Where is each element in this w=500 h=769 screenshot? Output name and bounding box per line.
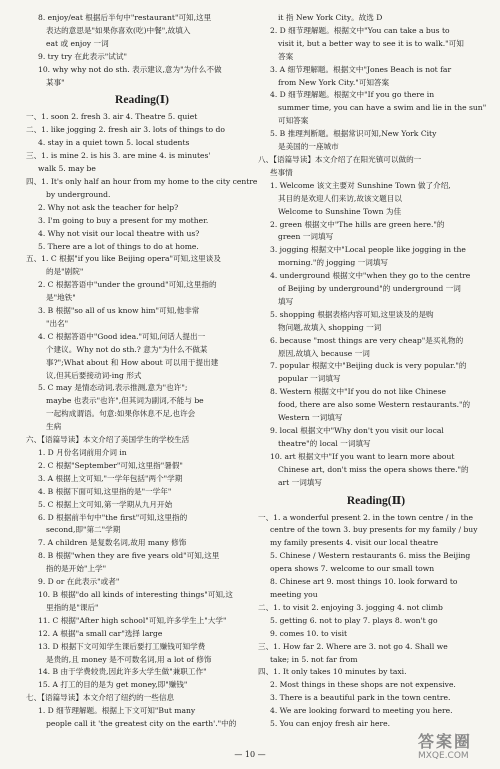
answer-line: 议,但其后要接动词-ing 形式 (46, 370, 142, 380)
answer-line: visit it, but a better way to see it is to walk."可知 (278, 38, 464, 48)
answer-line: 生病 (46, 422, 62, 432)
section-title-reading-1: Reading(Ⅰ) (115, 94, 169, 107)
answer-line: Welcome to Sunshine Town 为佳 (278, 206, 402, 216)
answer-line: 11. C 根据"After high school"可知,许多学生上"大学" (38, 615, 227, 625)
answer-line: 1. D 月份名词前用介词 in (38, 448, 127, 457)
answer-line: 5. You can enjoy fresh air here. (270, 719, 391, 729)
answer-line: 其目的是欢迎人们来访,故该文题目以 (278, 193, 402, 203)
answer-line: 5. shopping 根据表格内容可知,这里谈及的是购 (270, 309, 434, 319)
answer-line: popular 一词填写 (278, 374, 341, 384)
answer-line: people call it 'the greatest city on the earth'."中的 (46, 719, 237, 729)
answer-line: 5. Chinese / Western restaurants 6. miss the Beijing (270, 551, 471, 561)
answer-line: 一起构成谓语。句意:如果你休息不足,也许会 (46, 409, 196, 419)
answer-line: 五、1. C 根据"if you like Beijing opera"可知,这里谈及 (26, 254, 221, 264)
answer-line: 13. D 根据下文可知学生课后要打工赚钱可知学费 (38, 641, 206, 651)
left-column (26, 12, 258, 731)
answer-line: 是"地铁" (46, 293, 76, 303)
answer-line: eat 或 enjoy 一词 (46, 38, 109, 48)
left-block-4 (26, 692, 258, 731)
answer-line: 六、【语篇导读】本文介绍了美国学生的学校生活 (26, 435, 190, 445)
answer-line: summer time, you can have a swim and lie in the sun" (278, 103, 487, 113)
answer-line: second,即"第二"学期 (46, 525, 121, 535)
answer-line: 4. B 根据下面可知,这里指的是"一学年" (38, 486, 172, 496)
answer-line: 3. I'm going to buy a present for my mother. (38, 215, 209, 225)
answer-line: 3. jogging 根据文中"Local people like jogging in the (270, 245, 466, 255)
answer-line: 三、1. How far 2. Where are 3. not go 4. Shall we (258, 641, 448, 651)
answer-line: 1. Welcome 该文主要对 Sunshine Town 做了介绍, (270, 180, 451, 190)
answer-line: 表达的意思是"如果你喜欢(吃)中餐",故填入 (46, 25, 191, 35)
answer-line: 2. Why not ask the teacher for help? (38, 202, 179, 212)
answer-line: 8. enjoy/eat 根据后半句中"restaurant"可知,这里 (38, 13, 212, 22)
answer-line: centre of the town 3. buy presents for my family / buy (270, 525, 478, 535)
answer-line: 可知答案 (278, 116, 309, 126)
answer-line: 一、1. a wonderful present 2. in the town centre / in the (258, 512, 474, 522)
answer-line: 一、1. soon 2. fresh 3. air 4. Theatre 5. quiet (26, 112, 198, 122)
answer-line: Western 一词填写 (278, 413, 343, 423)
answer-line: 4. Why not visit our local theatre with us? (38, 228, 200, 238)
left-block-1 (26, 12, 258, 89)
right-block-1 (258, 12, 494, 490)
answer-line: my family presents 4. visit our local theatre (270, 538, 439, 548)
answer-line: by underground. (46, 189, 111, 199)
answer-line: 8. B 根据"when they are five years old"可知,这里 (38, 551, 220, 561)
answer-line: 七、【语篇导读】本文介绍了纽约的一些信息 (26, 693, 175, 703)
answer-line: 14. B 由于学费较贵,因此许多大学生做"兼职工作" (38, 667, 207, 677)
answer-line: 2. D 细节理解题。根据文中"You can take a bus to (270, 25, 450, 35)
answer-line: 9. comes 10. to visit (270, 628, 348, 638)
answer-line: 二、1. like jogging 2. fresh air 3. lots of things to do (26, 125, 225, 135)
left-block-3 (26, 434, 258, 692)
answer-line: 答案 (278, 51, 294, 61)
answer-line: 8. Western 根据文中"If you do not like Chinese (270, 387, 447, 397)
answer-line: 6. D 根据前半句中"the first"可知,这里指的 (38, 512, 188, 522)
answer-line: Chinese art, don't miss the opera shows there."的 (278, 464, 469, 474)
answer-line: 15. A 打工的目的是为 get money,即"赚钱" (38, 680, 188, 690)
answer-line: 4. underground 根据文中"when they go to the centre (270, 271, 471, 281)
answer-line: 四、1. It's only half an hour from my home to the city centre (26, 176, 258, 186)
answer-line: 指的是开始"上学" (46, 564, 107, 574)
answer-line: 填写 (278, 296, 294, 306)
answer-line: meeting you (270, 589, 318, 599)
answer-line: 是美国的一座城市 (278, 142, 339, 152)
answer-line: 3. A 细节理解题。根据文中"Jones Beach is not far (270, 64, 452, 74)
left-block-2 (26, 111, 258, 434)
answer-line: 2. green 根据文中"The hills are green here."的 (270, 219, 445, 229)
answer-line: 二、1. to visit 2. enjoying 3. jogging 4. not climb (258, 602, 443, 612)
answer-line: 7. popular 根据文中"Beijing duck is very popular."的 (270, 361, 467, 371)
answer-line: 4. D 细节理解题。根据文中"If you go there in (270, 90, 435, 100)
answer-line: 个建议。Why not do sth.? 意为"为什么不做某 (46, 344, 208, 354)
answer-line: 八、【语篇导读】本文介绍了在阳光镇可以做的一 (258, 154, 422, 164)
answer-line: 某事" (46, 77, 65, 87)
answer-line: 事?";What about 和 How about 可以用于提出建 (46, 357, 219, 367)
section-title-reading-2: Reading(Ⅱ) (346, 494, 406, 507)
answer-line: 3. B 根据"so all of us know him"可知,他非常 (38, 306, 200, 316)
answer-line: 5. getting 6. not to play 7. plays 8. won't go (270, 615, 438, 625)
answer-line: 6. because "most things are very cheap"是买礼物的 (270, 335, 464, 345)
answer-line: 原因,故填入 because 一词 (278, 348, 370, 358)
answer-line: 5. There are a lot of things to do at home. (38, 241, 199, 251)
answer-line: 物问题,故填入 shopping 一词 (278, 322, 382, 332)
answer-line: from New York City."可知答案 (278, 77, 390, 87)
right-column (258, 12, 494, 731)
answer-line: 10. art 根据文中"If you want to learn more about (270, 451, 455, 461)
answer-line: it 指 New York City。故选 D (278, 13, 383, 22)
answer-line: of Beijing by underground"的 underground 一词 (278, 284, 461, 294)
answer-line: "出名" (46, 318, 69, 328)
answer-line: 10. why why not do sth. 表示建议,意为"为什么不做 (38, 64, 222, 74)
answer-line: 四、1. It only takes 10 minutes by taxi. (258, 667, 407, 677)
answer-line: green 一词填写 (278, 232, 334, 242)
answer-line: 3. A 根据上文可知,"一学年包括"两个"学期 (38, 473, 183, 483)
watermark-url: MXQE.COM (418, 751, 469, 761)
watermark-logo (418, 733, 498, 767)
answer-line: 4. stay in a quiet town 5. local students (38, 138, 190, 148)
answer-line: 三、1. is mine 2. is his 3. are mine 4. is minutes' (26, 151, 211, 161)
answer-line: food, there are also some Western restaurants."的 (278, 400, 471, 410)
answer-line: 里指的是"课后" (46, 602, 99, 612)
answer-line: 7. A children 是复数名词,故用 many 修饰 (38, 538, 187, 548)
answer-line: 8. Chinese art 9. most things 10. look forward to (270, 577, 458, 587)
answer-line: 1. D 细节理解题。根据上下文可知"But many (38, 706, 196, 716)
answer-line: theatre"的 local 一词填写 (278, 438, 371, 448)
answer-line: 2. C 根据答语中"under the ground"可知,这里指的 (38, 280, 217, 290)
answer-line: 5. C 根据上文可知,第一学期从九月开始 (38, 499, 173, 509)
answer-line: art 一词填写 (278, 477, 322, 487)
answer-line: 是贵的,且 money 是不可数名词,用 a lot of 修饰 (46, 654, 212, 664)
answer-line: 些事情 (270, 167, 293, 177)
answer-line: maybe 也表示"也许",但其词为副词,不能与 be (46, 396, 204, 406)
answer-line: 的是"剧院" (46, 267, 84, 277)
answer-line: 4. C 根据答语中"Good idea."可知,问话人提出一 (38, 331, 206, 341)
answer-line: 9. local 根据文中"Why don't you visit our local (270, 426, 444, 435)
answer-line: 2. C 根据"September"可知,这里指"暑假" (38, 460, 183, 470)
answer-line: 5. B 推理判断题。根据常识可知,New York City (270, 129, 437, 139)
answer-line: 12. A 根据"a small car"选择 large (38, 628, 163, 638)
right-block-2 (258, 512, 494, 731)
answer-line: 9. try try 在此表示"试试" (38, 51, 127, 61)
answer-line: take; in 5. not far from (270, 654, 358, 664)
answer-line: morning."的 jogging 一词填写 (278, 258, 389, 268)
answer-line: opera shows 7. welcome to our small town (270, 564, 435, 574)
answer-line: 4. We are looking forward to meeting you here. (270, 706, 453, 716)
watermark-text: 答案圈 (418, 732, 473, 751)
page-number: — 10 — (234, 750, 266, 759)
answer-line: 3. There is a beautiful park in the town centre. (270, 693, 451, 703)
answer-line: 5. C may 是情态动词,表示推测,意为"也许"; (38, 383, 188, 393)
answer-line: 10. B 根据"do all kinds of interesting things"可知,这 (38, 589, 233, 599)
answer-line: 2. Most things in these shops are not expensive. (270, 680, 456, 690)
answer-line: 9. D or 在此表示"或者" (38, 577, 120, 587)
answer-line: walk 5. may be (38, 164, 96, 174)
